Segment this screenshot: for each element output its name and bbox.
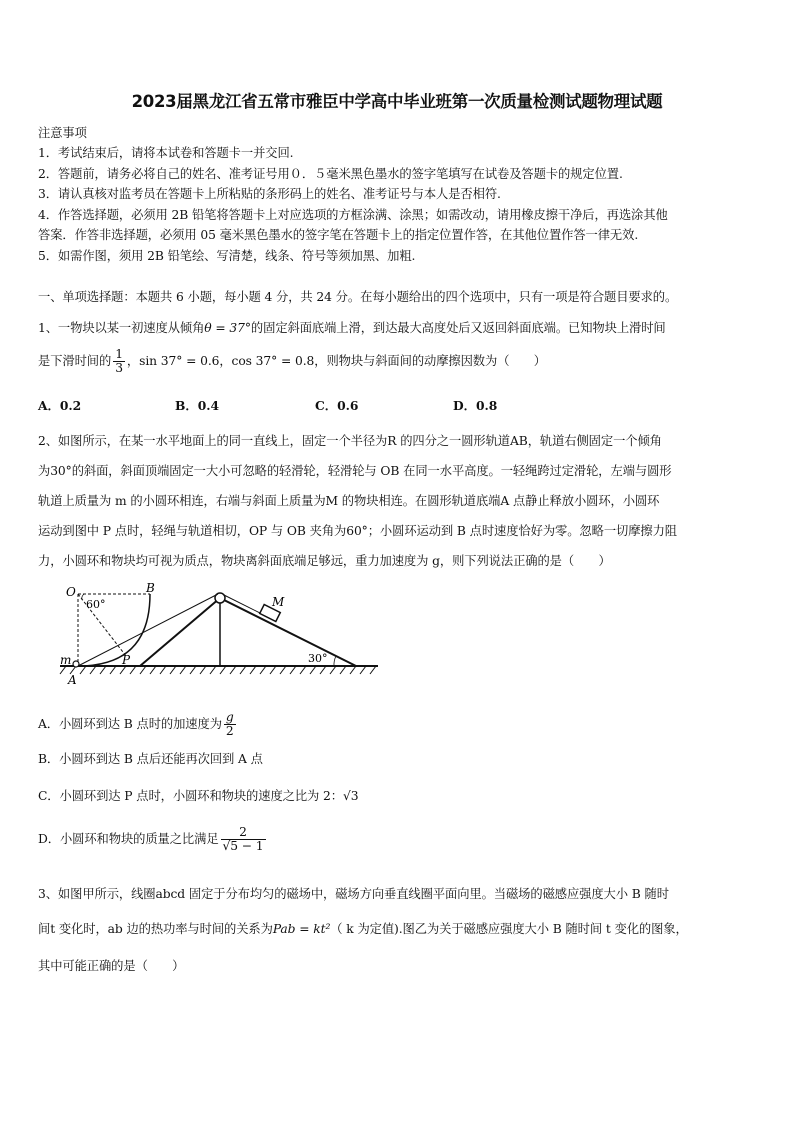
q2-line: 2、如图所示，在某一水平地面上的同一直线上，固定一个半径为R 的四分之一圆形轨道AB，轨道右侧固定一个倾角: [38, 434, 662, 448]
incline-slope: [220, 598, 356, 666]
ring-m-icon: [73, 661, 79, 667]
q1-option-c: C．0.6: [315, 398, 359, 413]
label-a: A: [68, 673, 77, 687]
label-angle-60: 60°: [86, 598, 106, 611]
q1-option-b: B．0.4: [175, 398, 220, 413]
notice-item: 4．作答选择题，必须用 2B 铅笔将答题卡上对应选项的方框涂满、涂黑；如需改动，请用橡皮擦干净后，再选涂其他: [38, 208, 668, 222]
q1-line-2: 是下滑时间的 $\frac{1}{3}$ ，sin 37° = 0.6，cos 37° = 0.8，则物块与斜面间的动摩擦因数为（ ）: [38, 347, 546, 375]
label-p: P: [122, 653, 131, 667]
page-title: 2023届黑龙江省五常市雅臣中学高中毕业班第一次质量检测试题物理试题: [131, 92, 663, 111]
notice-item: 2．答题前，请务必将自己的姓名、准考证号用０．５毫米黑色墨水的签字笔填写在试卷及答题卡的规定位置.: [38, 167, 623, 181]
left-support-line: [140, 598, 220, 666]
angle-60-arc: [82, 594, 84, 600]
label-o: O: [66, 585, 76, 599]
label-m-block: M: [272, 595, 285, 609]
q2-option-d: D．小圆环和物块的质量之比满足 $\frac{2}{√5 - 1}$: [38, 825, 264, 853]
q2-a-fraction: $\frac{g}{2}$: [225, 710, 234, 738]
q3-formula: Pab = kt²: [272, 922, 331, 936]
notice-item: 3．请认真核对监考员在答题卡上所粘贴的条形码上的姓名、准考证号与本人是否相符.: [38, 187, 501, 201]
notice-item: 5．如需作图，须用 2B 铅笔绘、写清楚，线条、符号等须加黑、加粗.: [38, 249, 416, 263]
q2-d-fraction: $\frac{2}{√5 - 1}$: [222, 825, 264, 853]
notice-heading: 注意事项: [38, 126, 87, 140]
q3-line-3: 其中可能正确的是（ ）: [38, 959, 185, 973]
q2-figure: [56, 582, 386, 692]
q1-fraction: $\frac{1}{3}$: [115, 347, 123, 375]
section-heading: 一、单项选择题：本题共 6 小题，每小题 4 分，共 24 分。在每小题给出的四个选项中，只有一项是符合题目要求的。: [38, 290, 678, 304]
q2-line: 为30°的斜面，斜面顶端固定一大小可忽略的轻滑轮，轻滑轮与 OB 在同一水平高度。一轻绳跨过定滑轮，左端与圆形: [38, 464, 672, 478]
q1-option-d: D．0.8: [453, 398, 498, 413]
q2-line: 轨道上质量为 m 的小圆环相连，右端与斜面上质量为M 的物块相连。在圆形轨道底端A 点静止释放小圆环，小圆环: [38, 494, 660, 508]
label-m-ring: m: [60, 653, 72, 667]
label-b: B: [146, 582, 155, 595]
label-angle-30: 30°: [308, 652, 328, 665]
q2-option-a: A．小圆环到达 B 点时的加速度为 $\frac{g}{2}$: [38, 710, 234, 738]
notice-item: 答案．作答非选择题，必须用 05 毫米黑色墨水的签字笔在答题卡上的指定位置作答，在其他位置作答一律无效.: [38, 228, 639, 242]
q2-line: 力，小圆环和物块均可视为质点，物块离斜面底端足够远，重力加速度为 g，则下列说法正确的是（ ）: [38, 554, 611, 568]
q3-line-1: 3、如图甲所示，线圈abcd 固定于分布均匀的磁场中，磁场方向垂直线圈平面向里。当磁场的磁感应强度大小 B 随时: [38, 887, 669, 901]
q2-option-b: B．小圆环到达 B 点后还能再次回到 A 点: [38, 752, 263, 766]
q2-c-root: √3: [342, 789, 359, 803]
q2-option-c: C．小圆环到达 P 点时，小圆环和物块的速度之比为 2：√3: [38, 789, 359, 803]
ground-hatching: [60, 666, 376, 674]
q3-line-2: 间t 变化时，ab 边的热功率与时间的关系为Pab = kt²（ k 为定值).图乙为关于磁感应强度大小 B 随时间 t 变化的图象，: [38, 922, 688, 936]
q1-line-1: 1、一物块以某一初速度从倾角θ = 37°的固定斜面底端上滑，到达最大高度处后又返回斜面底端。已知物块上滑时间: [38, 321, 666, 335]
q2-line: 运动到图中 P 点时，轻绳与轨道相切，OP 与 OB 夹角为60°；小圆环运动到 B 点时速度恰好为零。忽略一切摩擦力阻: [38, 524, 678, 538]
q1-option-a: A．0.2: [38, 398, 82, 413]
notice-item: 1．考试结束后，请将本试卷和答题卡一并交回.: [38, 146, 294, 160]
q1-theta: θ = 37°: [204, 321, 251, 335]
angle-30-arc: [334, 656, 336, 666]
